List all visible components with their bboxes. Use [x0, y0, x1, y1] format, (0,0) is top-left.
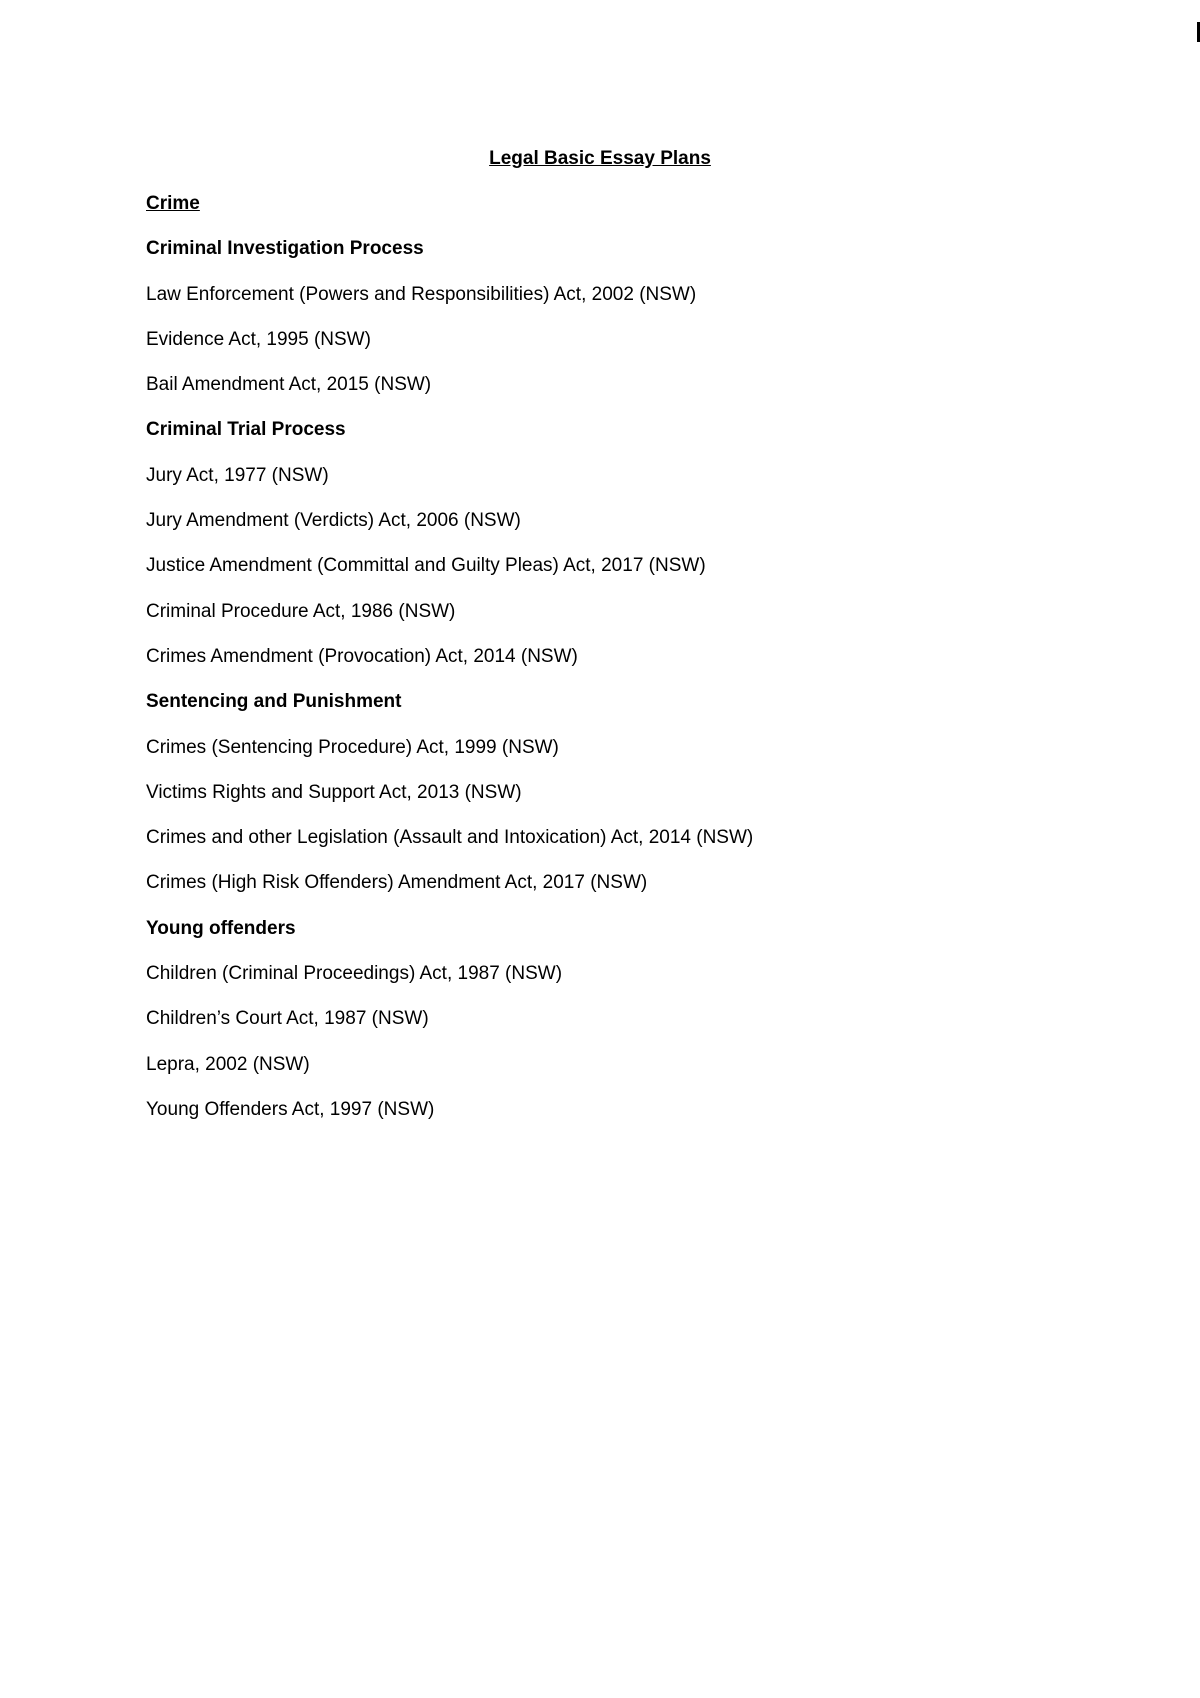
document-title: Legal Basic Essay Plans	[489, 148, 711, 169]
group-heading: Criminal Investigation Process	[146, 238, 424, 260]
legislation-item: Victims Rights and Support Act, 2013 (NSW)	[146, 781, 522, 803]
legislation-item: Crimes Amendment (Provocation) Act, 2014 (NSW)	[146, 645, 578, 667]
legislation-item: Law Enforcement (Powers and Responsibilities) Act, 2002 (NSW)	[146, 283, 697, 305]
legislation-item: Crimes and other Legislation (Assault and Intoxication) Act, 2014 (NSW)	[146, 827, 754, 849]
group-young-offenders	[146, 917, 1126, 1143]
legislation-item: Criminal Procedure Act, 1986 (NSW)	[146, 600, 456, 622]
group-criminal-investigation	[146, 237, 1126, 418]
legislation-item: Young Offenders Act, 1997 (NSW)	[146, 1098, 435, 1120]
legislation-item: Children’s Court Act, 1987 (NSW)	[146, 1008, 429, 1030]
legislation-item: Bail Amendment Act, 2015 (NSW)	[146, 374, 432, 396]
legislation-item: Jury Act, 1977 (NSW)	[146, 464, 329, 486]
legislation-item: Justice Amendment (Committal and Guilty Pleas) Act, 2017 (NSW)	[146, 555, 706, 577]
legislation-item: Crimes (High Risk Offenders) Amendment Act, 2017 (NSW)	[146, 872, 648, 894]
legislation-item: Children (Criminal Proceedings) Act, 1987 (NSW)	[146, 963, 563, 985]
group-heading: Criminal Trial Process	[146, 419, 346, 441]
legislation-item: Lepra, 2002 (NSW)	[146, 1053, 310, 1075]
legislation-item: Evidence Act, 1995 (NSW)	[146, 328, 371, 350]
legislation-item: Crimes (Sentencing Procedure) Act, 1999 (NSW)	[146, 736, 559, 758]
group-criminal-trial	[146, 418, 1126, 690]
document-body	[146, 192, 1126, 1143]
group-sentencing-punishment	[146, 690, 1126, 916]
group-heading: Young offenders	[146, 917, 296, 939]
section-heading: Crime	[146, 193, 200, 214]
group-heading: Sentencing and Punishment	[146, 691, 402, 713]
legislation-item: Jury Amendment (Verdicts) Act, 2006 (NSW)	[146, 510, 521, 532]
